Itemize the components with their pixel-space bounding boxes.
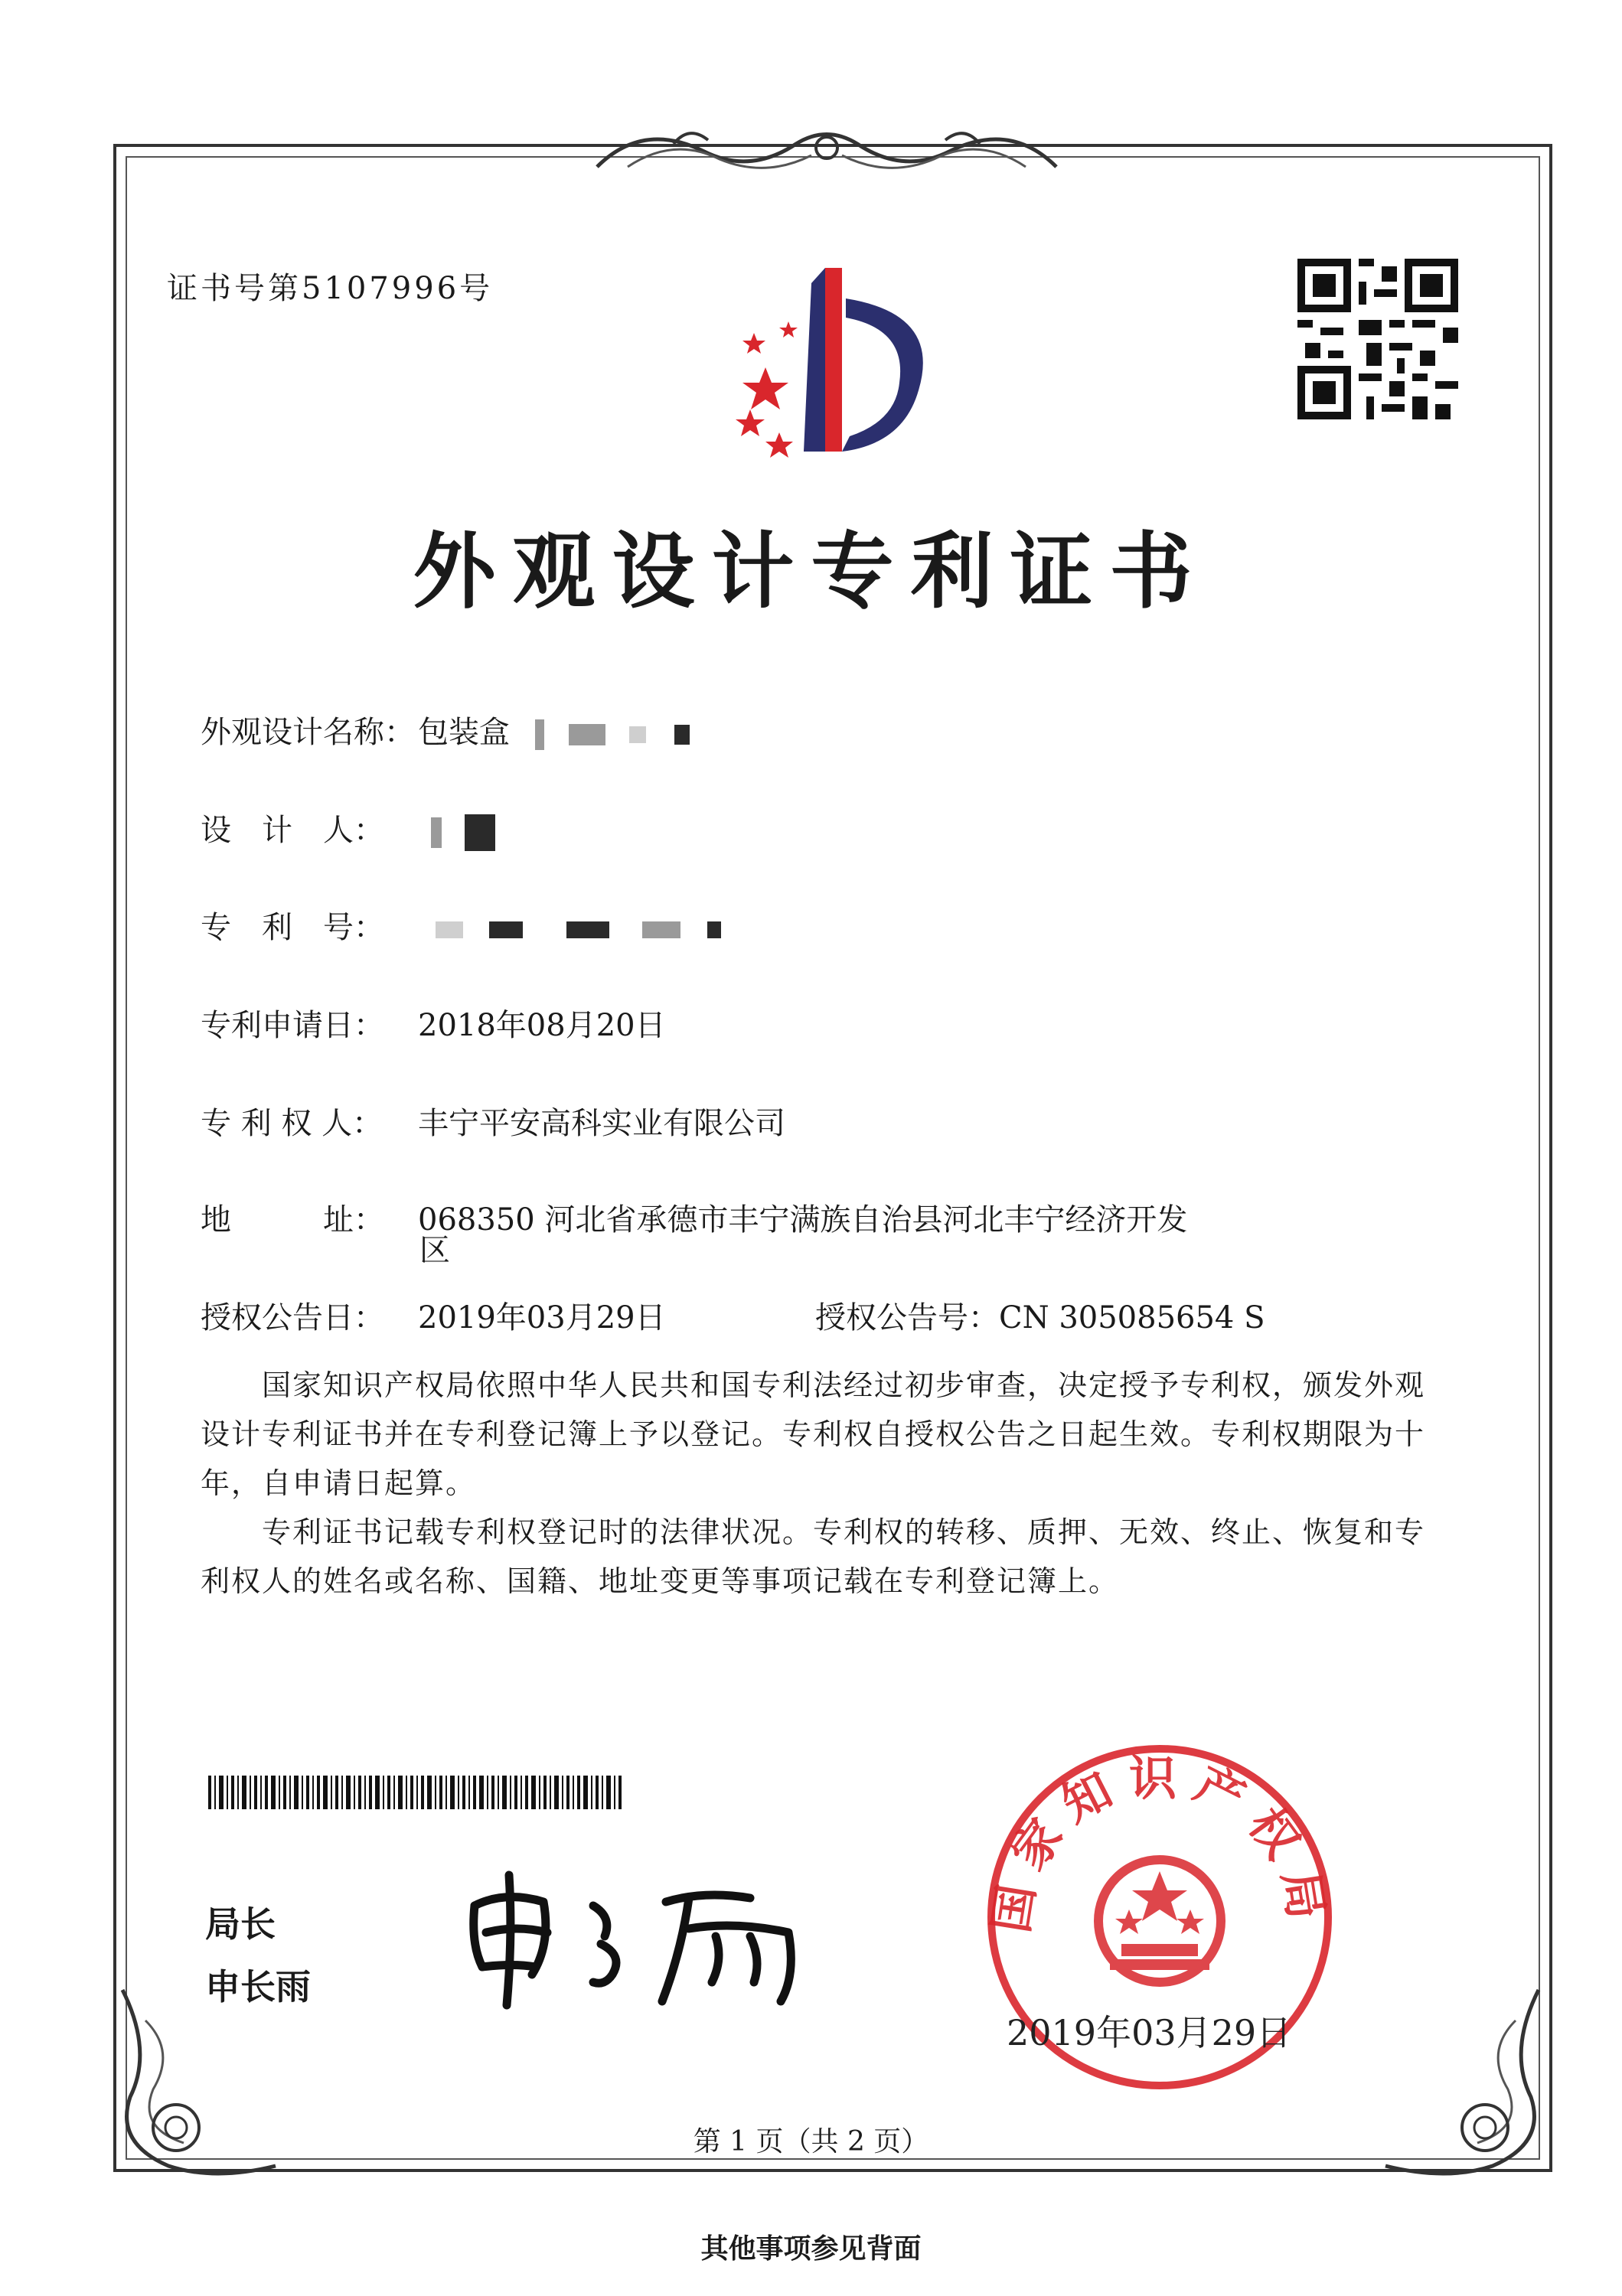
page-indicator: 第 1 页（共 2 页） <box>693 2126 929 2157</box>
grant-date-label: 授权公告日： <box>201 1300 384 1336</box>
redaction <box>436 921 463 938</box>
designer-label: 设 计 人： <box>201 813 384 848</box>
redaction <box>431 817 442 848</box>
field-grant-number <box>815 1293 1265 1337</box>
design-name-label: 外观设计名称： <box>201 715 415 750</box>
field-design-name <box>201 708 690 752</box>
address-value-line2: 区 <box>419 1233 450 1268</box>
address-value: 068350 河北省承德市丰宁满族自治县河北丰宁经济开发 <box>418 1202 1188 1238</box>
director-name: 申长雨 <box>205 1966 311 2007</box>
field-grant-date <box>201 1293 666 1337</box>
grant-number-label: 授权公告号： <box>815 1300 999 1336</box>
grant-number-value: CN 305085654 S <box>999 1300 1265 1336</box>
field-designer <box>201 806 495 851</box>
redaction <box>489 921 523 938</box>
field-application-date <box>201 1001 666 1045</box>
patentee-label: 专 利 权 人： <box>201 1106 383 1141</box>
top-ornament <box>582 113 1072 190</box>
certificate-title: 外观设计专利证书 <box>413 523 1209 620</box>
qr-code <box>1297 259 1458 419</box>
address-label: 地 址： <box>201 1202 384 1238</box>
seal-text: 国家知识产权局 <box>982 1750 1337 1937</box>
certificate-number: 证书号第5107996号 <box>167 271 494 306</box>
redaction <box>535 719 544 750</box>
director-title: 局长 <box>205 1903 276 1945</box>
grant-date-value: 2019年03月29日 <box>418 1300 666 1336</box>
seal-date: 2019年03月29日 <box>1007 2012 1292 2053</box>
barcode <box>208 1776 622 1809</box>
paragraph-grant-statement: 国家知识产权局依照中华人民共和国专利法经过初步审查，决定授予专利权，颁发外观设计专利证书并在专利登记簿上予以登记。专利权自授权公告之日起生效。专利权期限为十年，自申请日起算。 <box>201 1368 1426 1500</box>
patent-office-logo <box>689 253 964 467</box>
field-address <box>201 1195 1187 1239</box>
patent-number-label: 专 利 号： <box>201 910 384 945</box>
application-date-label: 专利申请日： <box>201 1008 384 1043</box>
design-name-value: 包装盒 <box>418 715 510 750</box>
redaction <box>465 814 495 851</box>
redaction <box>629 726 646 743</box>
redaction <box>642 921 680 938</box>
director-signature <box>459 1860 819 2013</box>
redaction <box>566 921 609 938</box>
paragraph-legal-status: 专利证书记载专利权登记时的法律状况。专利权的转移、质押、无效、终止、恢复和专利权人的姓名或名称、国籍、地址变更等事项记载在专利登记簿上。 <box>201 1515 1426 1598</box>
field-patentee <box>201 1099 785 1143</box>
field-patent-number <box>201 903 721 947</box>
redaction <box>674 725 690 745</box>
redaction <box>569 724 605 745</box>
application-date-value: 2018年08月20日 <box>418 1008 666 1043</box>
patentee-value: 丰宁平安高科实业有限公司 <box>418 1106 785 1141</box>
footer-note: 其他事项参见背面 <box>700 2232 922 2265</box>
redaction <box>707 921 721 938</box>
